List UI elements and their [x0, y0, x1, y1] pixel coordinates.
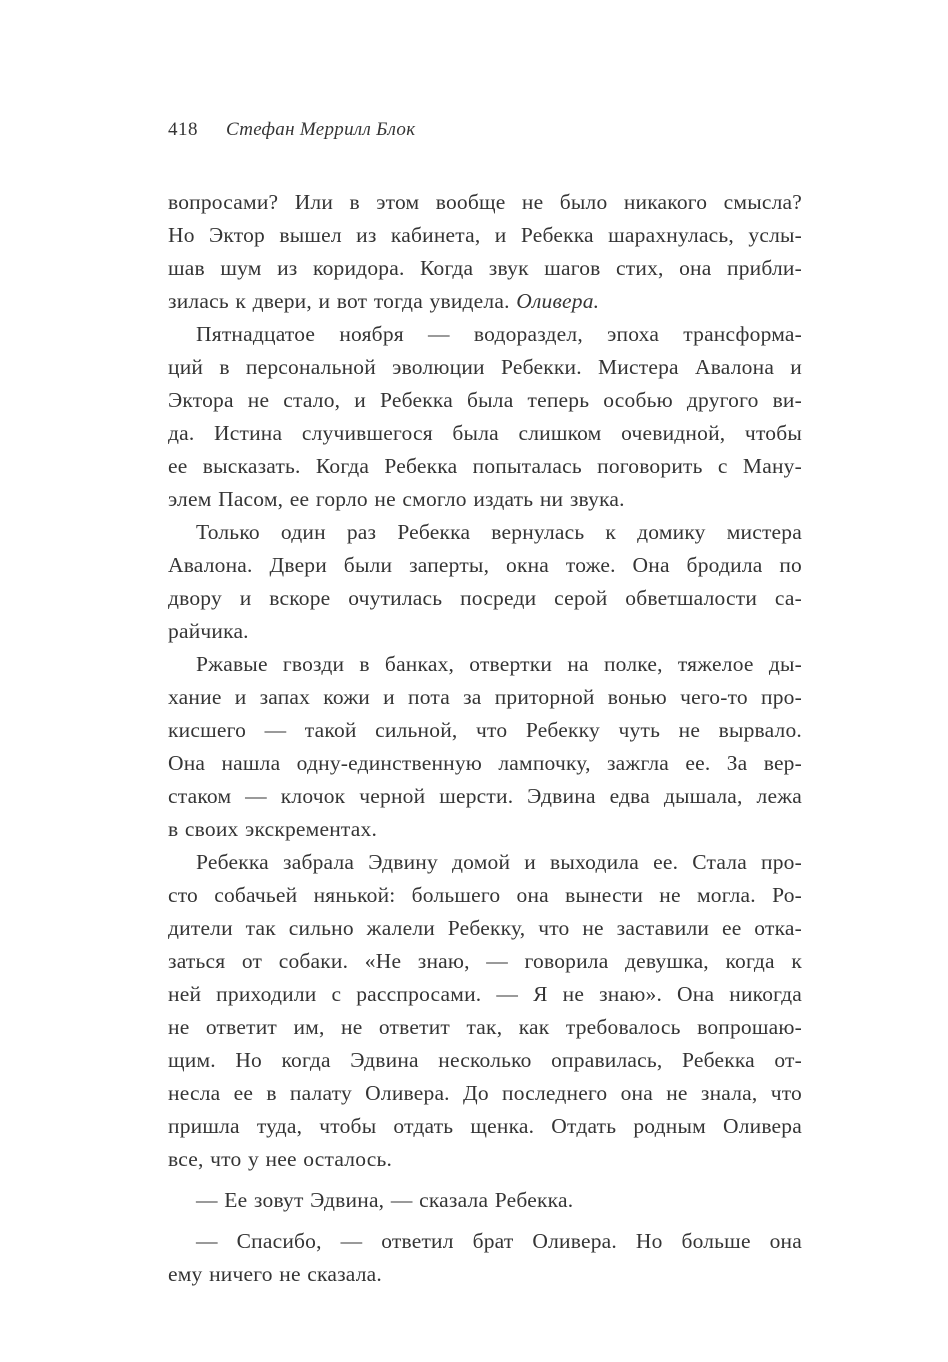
text-line: — Спасибо, — ответил брат Оливера. Но больше она [196, 1229, 802, 1253]
text-line: несла ее в палату Оливера. До последнего она не знала, что [168, 1081, 802, 1105]
text-line: шав шум из коридора. Когда звук шагов стих, она прибли- [168, 256, 802, 280]
paragraph [168, 1184, 802, 1217]
text-line: ему ничего не сказала. [168, 1262, 382, 1286]
text-line: ее высказать. Когда Ребекка попыталась поговорить с Ману- [168, 454, 802, 478]
text-line: кисшего — такой сильной, что Ребекку чуть не вырвало. [168, 718, 802, 742]
text-line: хание и запах кожи и пота за приторной вонью чего-то про- [168, 685, 802, 709]
text-line: заться от собаки. «Не знаю, — говорила девушка, когда к [168, 949, 802, 973]
text-line: стаком — клочок черной шерсти. Эдвина едва дышала, лежа [168, 784, 802, 808]
text-line: ций в персональной эволюции Ребекки. Мистера Авалона и [168, 355, 802, 379]
running-header [168, 118, 802, 142]
text-line: Но Эктор вышел из кабинета, и Ребекка шарахнулась, услы- [168, 223, 802, 247]
text-line: щим. Но когда Эдвина несколько оправилась, Ребекка от- [168, 1048, 802, 1072]
text-line: Ребекка забрала Эдвину домой и выходила ее. Стала про- [196, 850, 802, 874]
text-line: да. Истина случившегося была слишком очевидной, чтобы [168, 421, 802, 445]
paragraph [168, 648, 802, 846]
text-line: все, что у нее осталось. [168, 1147, 393, 1171]
page-number: 418 [168, 119, 198, 140]
text-line: двору и вскоре очутилась посреди серой обветшалости са- [168, 586, 802, 610]
text-line: Эктора не стало, и Ребекка была теперь особью другого ви- [168, 388, 802, 412]
text-line: пришла туда, чтобы отдать щенка. Отдать родным Оливера [168, 1114, 802, 1138]
running-title: Стефан Меррилл Блок [226, 119, 416, 140]
paragraph [168, 186, 802, 318]
text-line: Она нашла одну-единственную лампочку, зажгла ее. За вер- [168, 751, 802, 775]
text-line: Авалона. Двери были заперты, окна тоже. Она бродила по [168, 553, 802, 577]
text-line: Только один раз Ребекка вернулась к домику мистера [196, 520, 802, 544]
text-line: не ответит им, не ответит так, как требовалось вопрошаю- [168, 1015, 802, 1039]
text-line: элем Пасом, ее горло не смогло издать ни звука. [168, 487, 625, 511]
text-line: вопросами? Или в этом вообще не было никакого смысла? [168, 190, 802, 214]
text-line: сто собачьей нянькой: большего она вынести не могла. Ро- [168, 883, 802, 907]
paragraph [168, 1225, 802, 1291]
text-line: ней приходили с расспросами. — Я не знаю». Она никогда [168, 982, 802, 1006]
paragraph [168, 516, 802, 648]
paragraph [168, 318, 802, 516]
text-line: Ржавые гвозди в банках, отвертки на полке, тяжелое ды- [196, 652, 802, 676]
text-line: в своих экскрементах. [168, 817, 378, 841]
page-body [168, 186, 802, 1291]
text-line: райчика. [168, 619, 249, 643]
text-line: дители так сильно жалели Ребекку, что не заставили ее отка- [168, 916, 802, 940]
paragraph [168, 846, 802, 1176]
text-line: зилась к двери, и вот тогда увидела. Оливера. [168, 289, 600, 313]
text-line: Пятнадцатое ноября — водораздел, эпоха трансформа- [196, 322, 802, 346]
text-line: — Ее зовут Эдвина, — сказала Ребекка. [196, 1188, 574, 1212]
